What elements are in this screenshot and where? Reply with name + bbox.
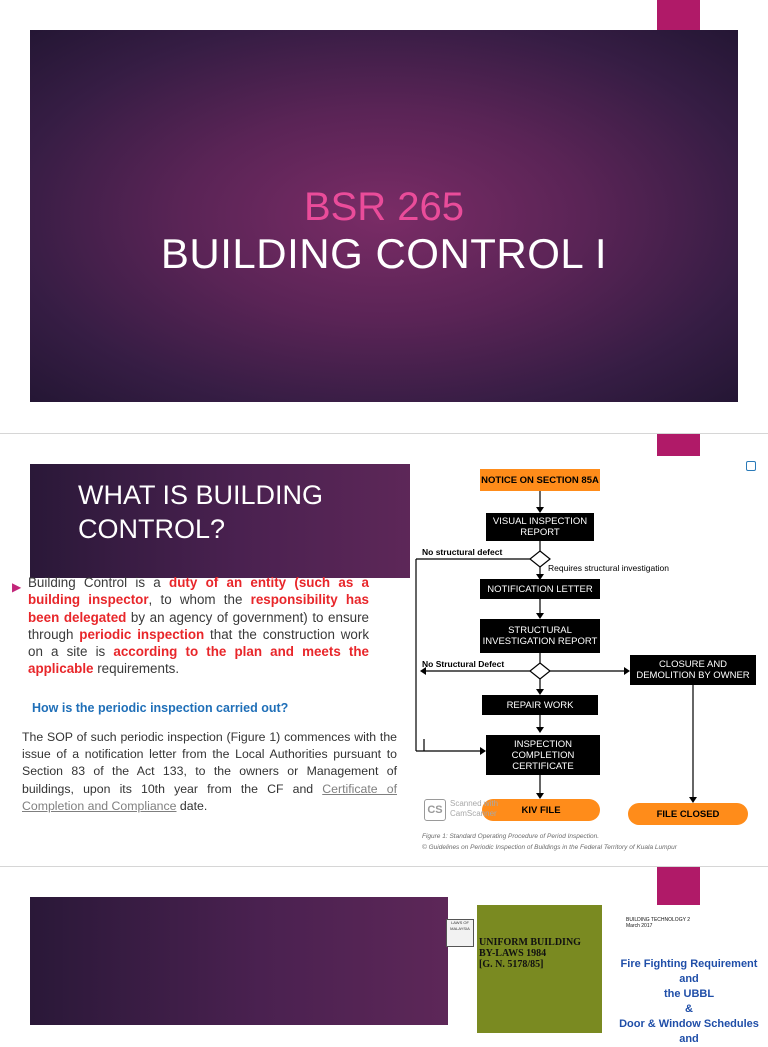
doc-header-line-1: BUILDING TECHNOLOGY 2 <box>626 917 690 923</box>
watermark-line-1: Scanned with <box>450 799 499 808</box>
camscanner-cs: CS <box>427 804 443 816</box>
certificate-link[interactable]: Certificate of Completion and Compliance <box>22 781 397 813</box>
decision-diamond-2 <box>530 663 550 679</box>
heading-banner <box>30 897 448 1025</box>
building-tech-document <box>610 905 768 1045</box>
definition-paragraph <box>28 574 369 678</box>
title-banner <box>30 30 738 402</box>
course-code: BSR 265 <box>303 185 465 229</box>
laws-of-malaysia-badge: LAWS OF MALAYSIA <box>446 919 474 947</box>
book-title <box>479 937 599 970</box>
box-file-closed: FILE CLOSED <box>628 803 748 825</box>
book-title-line-1: UNIFORM BUILDING <box>479 937 581 948</box>
sop-flowchart <box>410 459 768 859</box>
doc-title <box>610 957 768 1047</box>
heading-banner <box>30 464 410 578</box>
doc-header-line-2: March 2017 <box>626 923 653 929</box>
heading-line-2: CONTROL? <box>78 514 226 544</box>
doc-title-line-3: & <box>685 1003 693 1015</box>
box-closure-demolition: CLOSURE AND DEMOLITION BY OWNER <box>630 655 756 685</box>
highlight-text: responsibility has been delegated <box>28 592 369 625</box>
doc-header <box>626 917 690 929</box>
accent-tab <box>657 434 700 456</box>
book-title-line-2: BY-LAWS 1984 <box>479 948 547 959</box>
slide-title <box>0 0 768 432</box>
doc-title-line-2: the UBBL <box>663 988 715 1000</box>
slide-ubbl <box>0 866 768 1045</box>
highlight-text: duty of an entity (such as a building inspector <box>28 575 370 608</box>
body-text: that the construction work on a site is <box>28 626 370 660</box>
figure-caption-1: Figure 1: Standard Operating Procedure of Period Inspection. <box>422 833 600 840</box>
heading-line-1: WHAT IS BUILDING <box>78 480 324 510</box>
box-notification-letter: NOTIFICATION LETTER <box>480 579 600 599</box>
ubbl-book-cover <box>477 905 602 1033</box>
question-heading: How is the periodic inspection carried out? <box>32 701 289 715</box>
box-visual-inspection-report: VISUAL INSPECTION REPORT <box>486 513 594 541</box>
body-text: Building Control is a <box>28 575 170 590</box>
box-inspection-completion-certificate: INSPECTION COMPLETION CERTIFICATE <box>486 735 600 775</box>
doc-title-line-1: Fire Fighting Requirement and <box>620 958 758 985</box>
highlight-text: periodic inspection <box>79 626 205 642</box>
note-requires-investigation: Requires structural investigation <box>548 563 669 573</box>
course-title: BUILDING CONTROL I <box>160 230 608 277</box>
figure-caption-2: © Guidelines on Periodic Inspection of Buildings in the Federal Territory of Kuala Lumpur <box>422 844 677 851</box>
box-notice-section-85a: NOTICE ON SECTION 85A <box>480 469 600 491</box>
slide-heading <box>78 478 398 546</box>
camscanner-logo <box>424 799 446 821</box>
note-no-structural-defect: No structural defect <box>422 547 503 557</box>
body-text: requirements. <box>93 661 180 677</box>
expand-icon[interactable] <box>746 461 756 471</box>
book-title-line-3: [G. N. 5178/85] <box>479 959 544 970</box>
box-kiv-file: KIV FILE <box>482 799 600 821</box>
sop-text: The SOP of such periodic inspection (Figure 1) commences with the issue of a notification letter from the Local Authorities pursuant to Section 83 of the Act 133, to the owners or Management of buildings, upon its 10th year from the CF and <box>22 730 397 796</box>
watermark-line-2: CamScanner <box>450 809 497 818</box>
doc-title-line-4: Door & Window Schedules and <box>619 1018 759 1045</box>
note-no-structural-defect-2: No Structural Defect <box>422 659 505 669</box>
bullet-arrow-icon: ▶ <box>12 580 22 594</box>
highlight-text: according to the plan and meets the applicable <box>28 644 369 677</box>
sop-paragraph <box>22 729 397 815</box>
slide-what-is-building-control <box>0 433 768 866</box>
box-repair-work: REPAIR WORK <box>482 695 598 715</box>
sop-text-end: date. <box>176 798 208 813</box>
body-text: , to whom the <box>148 592 251 608</box>
box-structural-investigation: STRUCTURAL INVESTIGATION REPORT <box>480 619 600 653</box>
body-text: by an agency of government) to ensure through <box>28 609 370 642</box>
decision-diamond-1 <box>530 551 550 567</box>
